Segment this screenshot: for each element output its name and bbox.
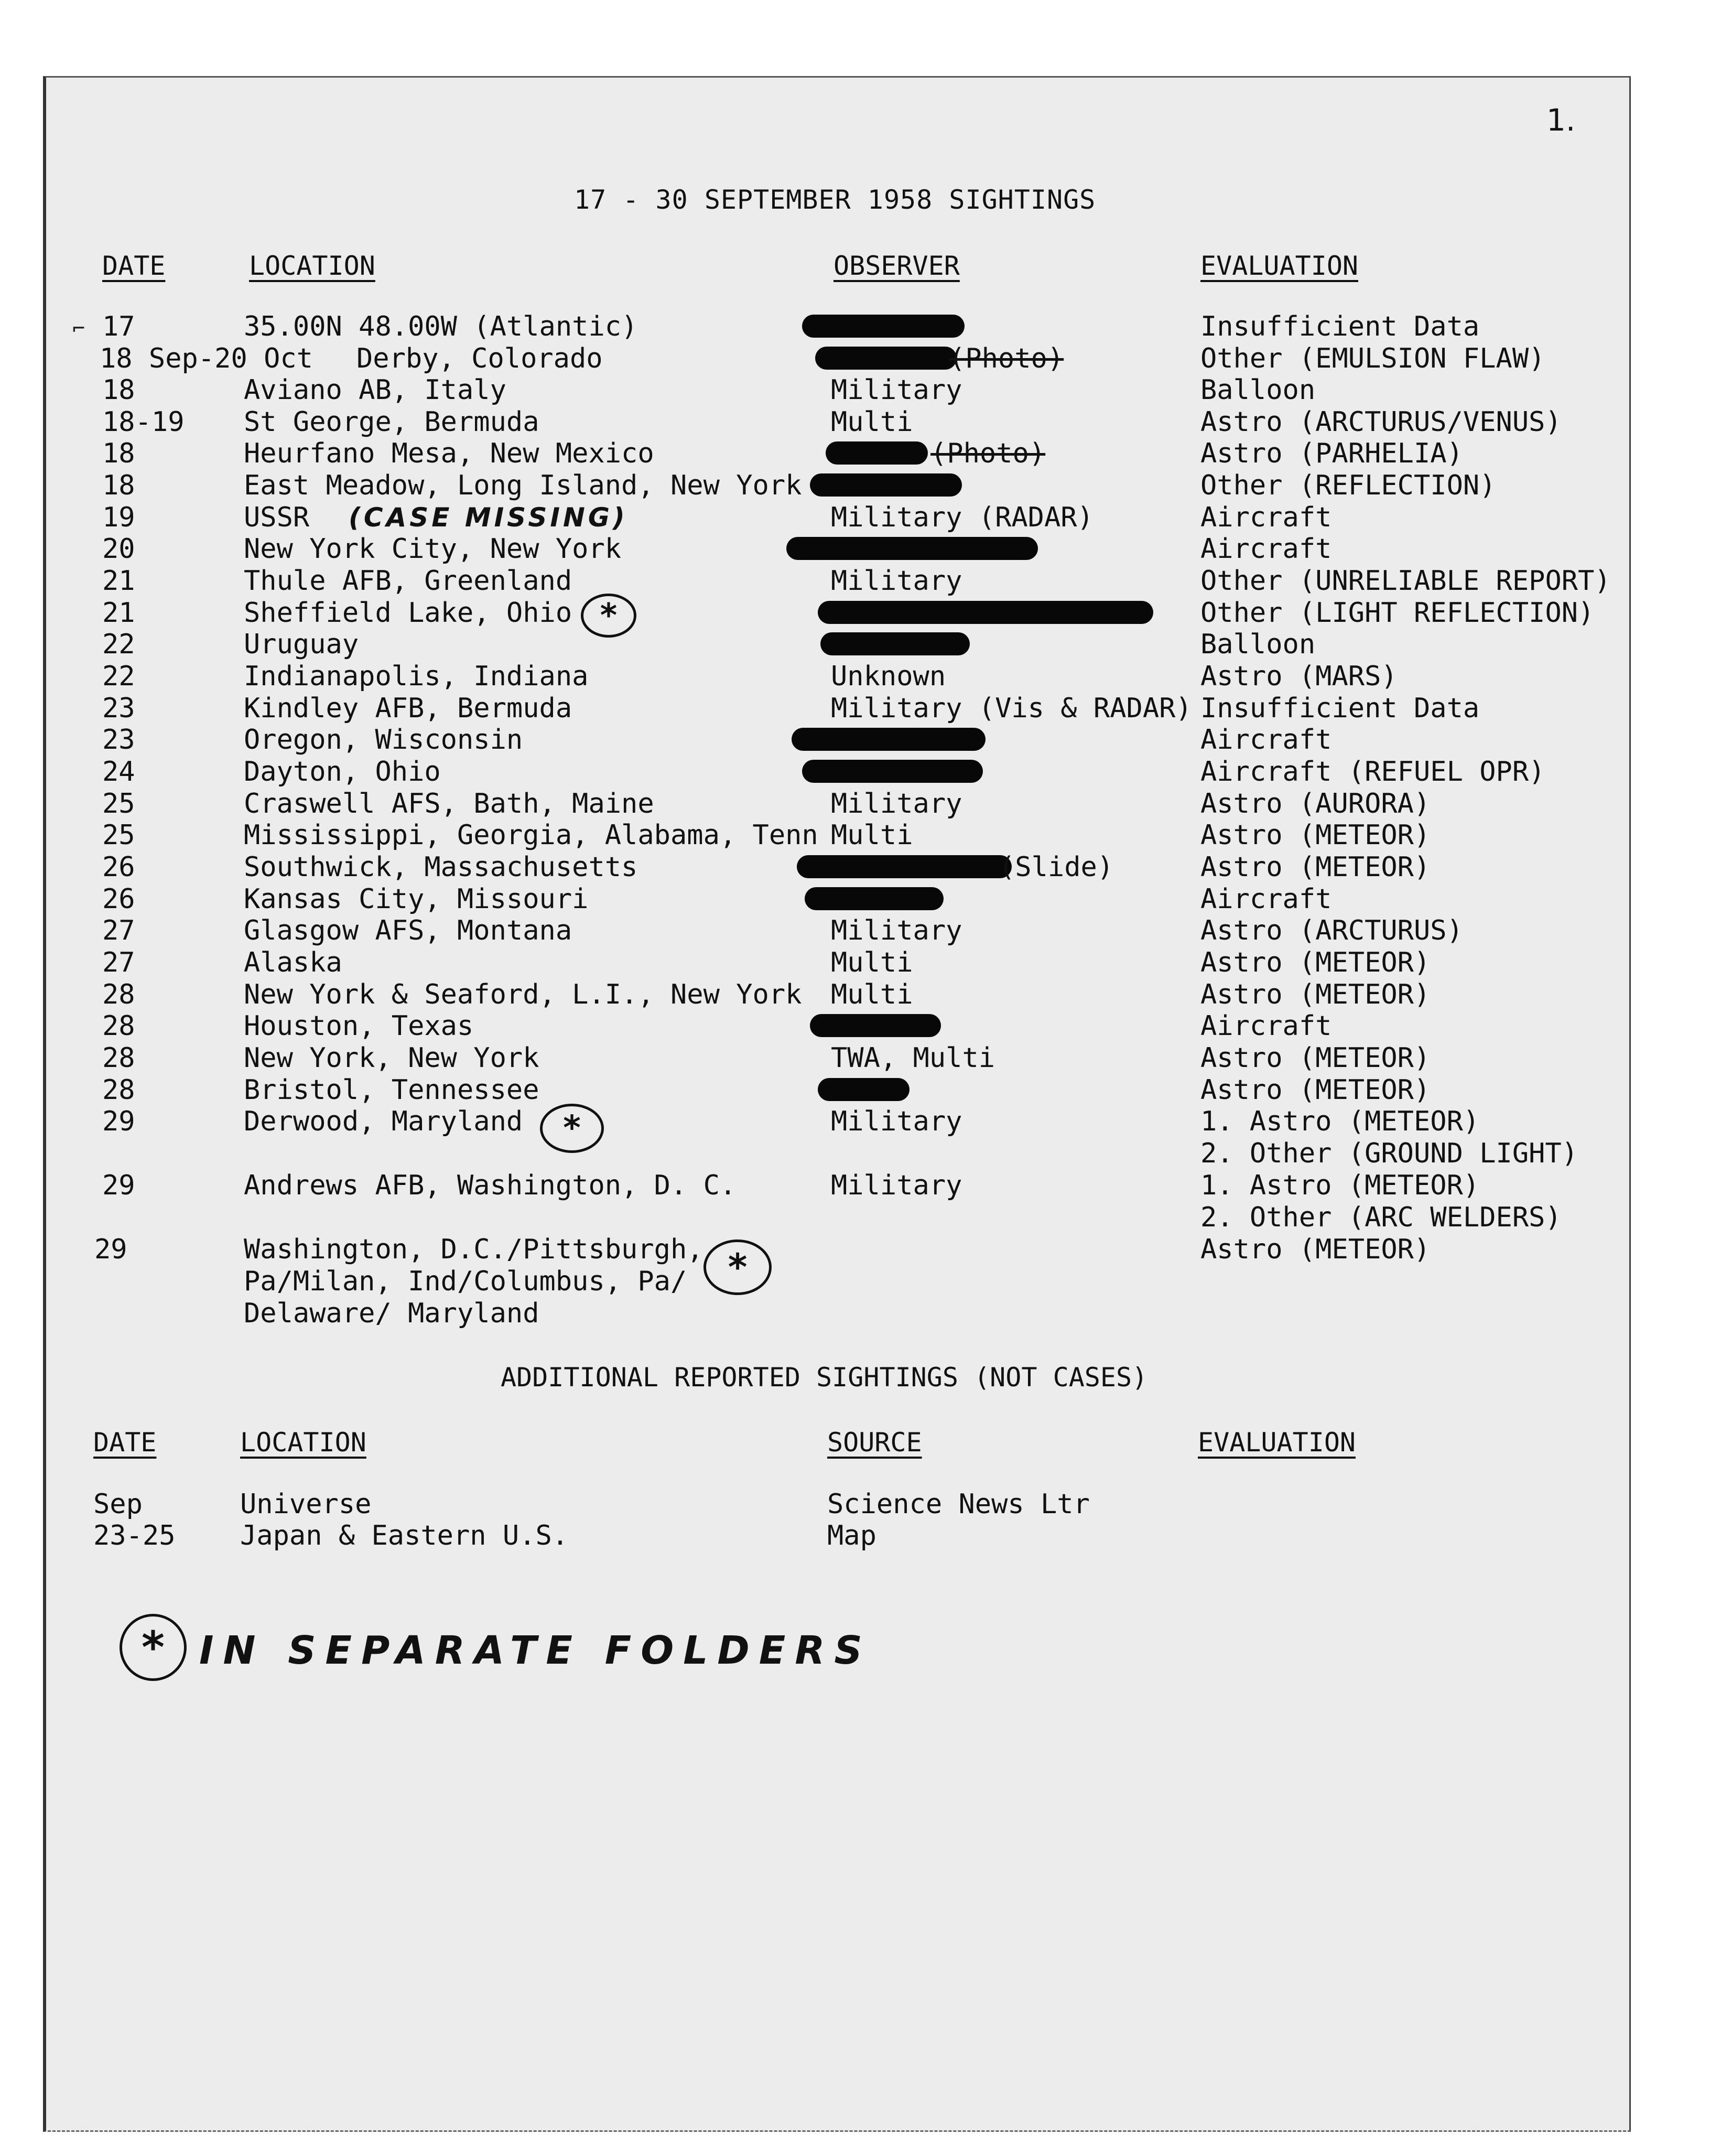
asterisk-circle-icon: *	[120, 1614, 187, 1681]
row-location: Washington, D.C./Pittsburgh,	[244, 1234, 703, 1265]
handwritten-note: (CASE MISSING)	[349, 502, 628, 533]
row-evaluation: Aircraft	[1200, 724, 1332, 756]
table-row	[0, 407, 1732, 437]
row-location: Dayton, Ohio	[244, 756, 441, 788]
additional-source: Map	[827, 1520, 876, 1551]
row-location: Derby, Colorado	[356, 343, 603, 374]
redaction-mark	[818, 1078, 910, 1101]
redaction-mark	[826, 441, 928, 465]
page-mark: 1.	[1546, 102, 1576, 138]
row-location: Andrews AFB, Washington, D. C.	[244, 1170, 737, 1201]
row-evaluation: Astro (METEOR)	[1200, 1234, 1431, 1265]
row-observer: TWA, Multi	[831, 1042, 995, 1074]
row-evaluation: Astro (ARCTURUS)	[1200, 915, 1463, 946]
row-observer: Military (RADAR)	[831, 502, 1094, 533]
row-observer: Military (Vis & RADAR)	[831, 693, 1192, 724]
row-location: Sheffield Lake, Ohio	[244, 597, 572, 629]
row-observer: (Photo)	[930, 438, 1046, 469]
redaction-mark	[802, 760, 983, 783]
table-row	[0, 693, 1732, 724]
table-row	[0, 375, 1732, 405]
row-evaluation-secondary: 2. Other (ARC WELDERS)	[1200, 1202, 1562, 1233]
header-location: LOCATION	[249, 251, 375, 281]
row-location: Southwick, Massachusetts	[244, 851, 638, 883]
table-row	[0, 1234, 1732, 1329]
redaction-mark	[810, 1014, 941, 1037]
row-date: 18 Sep-20 Oct	[100, 343, 313, 374]
table-row	[0, 470, 1732, 501]
row-location: Mississippi, Georgia, Alabama, Tenn	[244, 820, 818, 851]
table-row	[0, 820, 1732, 850]
table-row	[0, 757, 1732, 787]
redaction-mark	[786, 537, 1038, 560]
table-row	[0, 1075, 1732, 1105]
redaction-mark	[802, 315, 965, 338]
row-location-line2: Pa/Milan, Ind/Columbus, Pa/	[244, 1266, 687, 1297]
row-evaluation: Astro (METEOR)	[1200, 1074, 1431, 1106]
redaction-mark	[815, 347, 957, 370]
row-date: 29	[102, 1170, 135, 1201]
row-date: 26	[102, 851, 135, 883]
row-location: East Meadow, Long Island, New York	[244, 470, 802, 501]
additional-sightings-title: ADDITIONAL REPORTED SIGHTINGS (NOT CASES)	[501, 1362, 1148, 1393]
row-date: 21	[102, 597, 135, 629]
row-evaluation: Other (UNRELIABLE REPORT)	[1200, 565, 1611, 597]
row-date: 27	[102, 915, 135, 946]
row-location: New York, New York	[244, 1042, 539, 1074]
redaction-mark	[818, 601, 1153, 624]
row-date: 18	[102, 470, 135, 501]
header-evaluation: EVALUATION	[1200, 251, 1359, 281]
row-location: Derwood, Maryland	[244, 1106, 523, 1137]
table-row	[0, 502, 1732, 533]
row-date: 24	[102, 756, 135, 788]
row-evaluation-secondary: 2. Other (GROUND LIGHT)	[1200, 1138, 1578, 1169]
row-location: New York City, New York	[244, 533, 622, 565]
asterisk-circle-icon: *	[581, 594, 636, 638]
table-row: ⌐ 17 35.00N 48.00W (Atlantic) Insufficient Data	[72, 311, 1480, 342]
row-observer: Military	[831, 1106, 962, 1137]
row-evaluation: Aircraft (REFUEL OPR)	[1200, 756, 1545, 788]
row-evaluation: Balloon	[1200, 374, 1316, 406]
row-date: 22	[102, 629, 135, 660]
redaction-mark	[797, 855, 1012, 878]
row-date: 28	[102, 979, 135, 1010]
row-observer: Unknown	[831, 661, 946, 692]
row-observer: Military	[831, 1170, 962, 1201]
row-observer: Military	[831, 374, 962, 406]
row-date: 29	[102, 1106, 135, 1137]
row-evaluation: Astro (MARS)	[1200, 661, 1398, 692]
table-row	[0, 947, 1732, 978]
row-location: Oregon, Wisconsin	[244, 724, 523, 756]
row-date: 28	[102, 1042, 135, 1074]
row-evaluation: Astro (PARHELIA)	[1200, 438, 1463, 469]
table-row	[0, 629, 1732, 660]
row-observer: Military	[831, 788, 962, 820]
row-observer: (Slide)	[999, 851, 1114, 883]
table-row	[0, 566, 1732, 596]
row-location: St George, Bermuda	[244, 406, 539, 438]
table-row	[0, 884, 1732, 914]
row-location: Heurfano Mesa, New Mexico	[244, 438, 654, 469]
table-row	[0, 1106, 1732, 1169]
table-row	[0, 1043, 1732, 1073]
row-evaluation: 1. Astro (METEOR)	[1200, 1106, 1480, 1137]
table-row	[0, 661, 1732, 692]
redaction-mark	[805, 887, 944, 910]
row-date: 25	[102, 820, 135, 851]
row-location: 35.00N 48.00W (Atlantic)	[244, 311, 638, 342]
list-item	[0, 1521, 1732, 1551]
row-evaluation: Astro (AURORA)	[1200, 788, 1431, 820]
row-evaluation: Aircraft	[1200, 883, 1332, 915]
row-location: Aviano AB, Italy	[244, 374, 506, 406]
table-row	[0, 534, 1732, 564]
row-observer: (Photo)	[949, 343, 1064, 374]
row-location: Bristol, Tennessee	[244, 1074, 539, 1106]
table-row	[0, 1170, 1732, 1233]
row-evaluation: Astro (METEOR)	[1200, 820, 1431, 851]
row-date: 20	[102, 533, 135, 565]
table-row	[0, 343, 1732, 374]
redaction-mark	[810, 473, 962, 497]
row-evaluation: Astro (ARCTURUS/VENUS)	[1200, 406, 1562, 438]
header-date: DATE	[102, 251, 166, 281]
row-evaluation: Balloon	[1200, 629, 1316, 660]
row-date: 28	[102, 1010, 135, 1042]
row-evaluation: Astro (METEOR)	[1200, 1042, 1431, 1074]
row-location: Indianapolis, Indiana	[244, 661, 589, 692]
row-observer: Military	[831, 915, 962, 946]
row-date: 18	[102, 374, 135, 406]
header-observer: OBSERVER	[833, 251, 960, 281]
additional-header-source: SOURCE	[827, 1427, 922, 1458]
row-evaluation: Other (LIGHT REFLECTION)	[1200, 597, 1595, 629]
row-date: 27	[102, 947, 135, 978]
row-evaluation: Aircraft	[1200, 502, 1332, 533]
row-location: Thule AFB, Greenland	[244, 565, 572, 597]
row-evaluation: Astro (METEOR)	[1200, 947, 1431, 978]
document-title: 17 - 30 SEPTEMBER 1958 SIGHTINGS	[574, 185, 1096, 215]
table-row	[0, 725, 1732, 755]
row-location: USSR	[244, 502, 310, 533]
row-date: 21	[102, 565, 135, 597]
row-evaluation: 1. Astro (METEOR)	[1200, 1170, 1480, 1201]
additional-date: Sep	[93, 1489, 143, 1520]
row-evaluation: Insufficient Data	[1200, 693, 1480, 724]
row-date: 23	[102, 724, 135, 756]
handwritten-footer-note: IN SEPARATE FOLDERS	[199, 1628, 872, 1673]
redaction-mark	[820, 632, 970, 655]
asterisk-circle-icon: *	[703, 1239, 772, 1295]
row-date: 22	[102, 661, 135, 692]
row-date: 19	[102, 502, 135, 533]
table-row	[0, 915, 1732, 946]
row-date: 23	[102, 693, 135, 724]
row-location: New York & Seaford, L.I., New York	[244, 979, 802, 1010]
row-evaluation: Insufficient Data	[1200, 311, 1480, 342]
row-date: 18	[102, 438, 135, 469]
row-evaluation: Other (EMULSION FLAW)	[1200, 343, 1545, 374]
row-evaluation: Aircraft	[1200, 1010, 1332, 1042]
row-location: Craswell AFS, Bath, Maine	[244, 788, 654, 820]
row-observer: Multi	[831, 947, 913, 978]
additional-header-evaluation: EVALUATION	[1198, 1427, 1356, 1458]
row-location-line3: Delaware/ Maryland	[244, 1298, 539, 1329]
list-item	[0, 1489, 1732, 1519]
redaction-mark	[792, 728, 986, 751]
row-location: Alaska	[244, 947, 342, 978]
row-location: Glasgow AFS, Montana	[244, 915, 572, 946]
table-row	[0, 789, 1732, 819]
additional-location: Universe	[240, 1489, 372, 1520]
asterisk-circle-icon: *	[540, 1104, 604, 1153]
additional-source: Science News Ltr	[827, 1489, 1090, 1520]
row-location: Houston, Texas	[244, 1010, 474, 1042]
table-row	[0, 979, 1732, 1010]
additional-header-date: DATE	[93, 1427, 157, 1458]
row-date: 18-19	[102, 406, 185, 438]
row-observer: Multi	[831, 979, 913, 1010]
row-observer: Multi	[831, 820, 913, 851]
row-evaluation: Other (REFLECTION)	[1200, 470, 1496, 501]
table-row	[0, 1011, 1732, 1041]
row-evaluation: Astro (METEOR)	[1200, 851, 1431, 883]
row-date: 25	[102, 788, 135, 820]
row-date: 29	[94, 1234, 127, 1265]
row-date: 26	[102, 883, 135, 915]
row-evaluation: Astro (METEOR)	[1200, 979, 1431, 1010]
additional-date: 23-25	[93, 1520, 176, 1551]
additional-location: Japan & Eastern U.S.	[240, 1520, 569, 1551]
row-date: 28	[102, 1074, 135, 1106]
table-row	[0, 852, 1732, 882]
table-row	[0, 596, 1732, 634]
row-location: Kindley AFB, Bermuda	[244, 693, 572, 724]
row-location: Kansas City, Missouri	[244, 883, 589, 915]
row-location: Uruguay	[244, 629, 359, 660]
row-observer: Multi	[831, 406, 913, 438]
additional-header-location: LOCATION	[240, 1427, 366, 1458]
table-row	[0, 438, 1732, 469]
row-date: 17	[102, 311, 135, 342]
row-observer: Military	[831, 565, 962, 597]
row-evaluation: Aircraft	[1200, 533, 1332, 565]
